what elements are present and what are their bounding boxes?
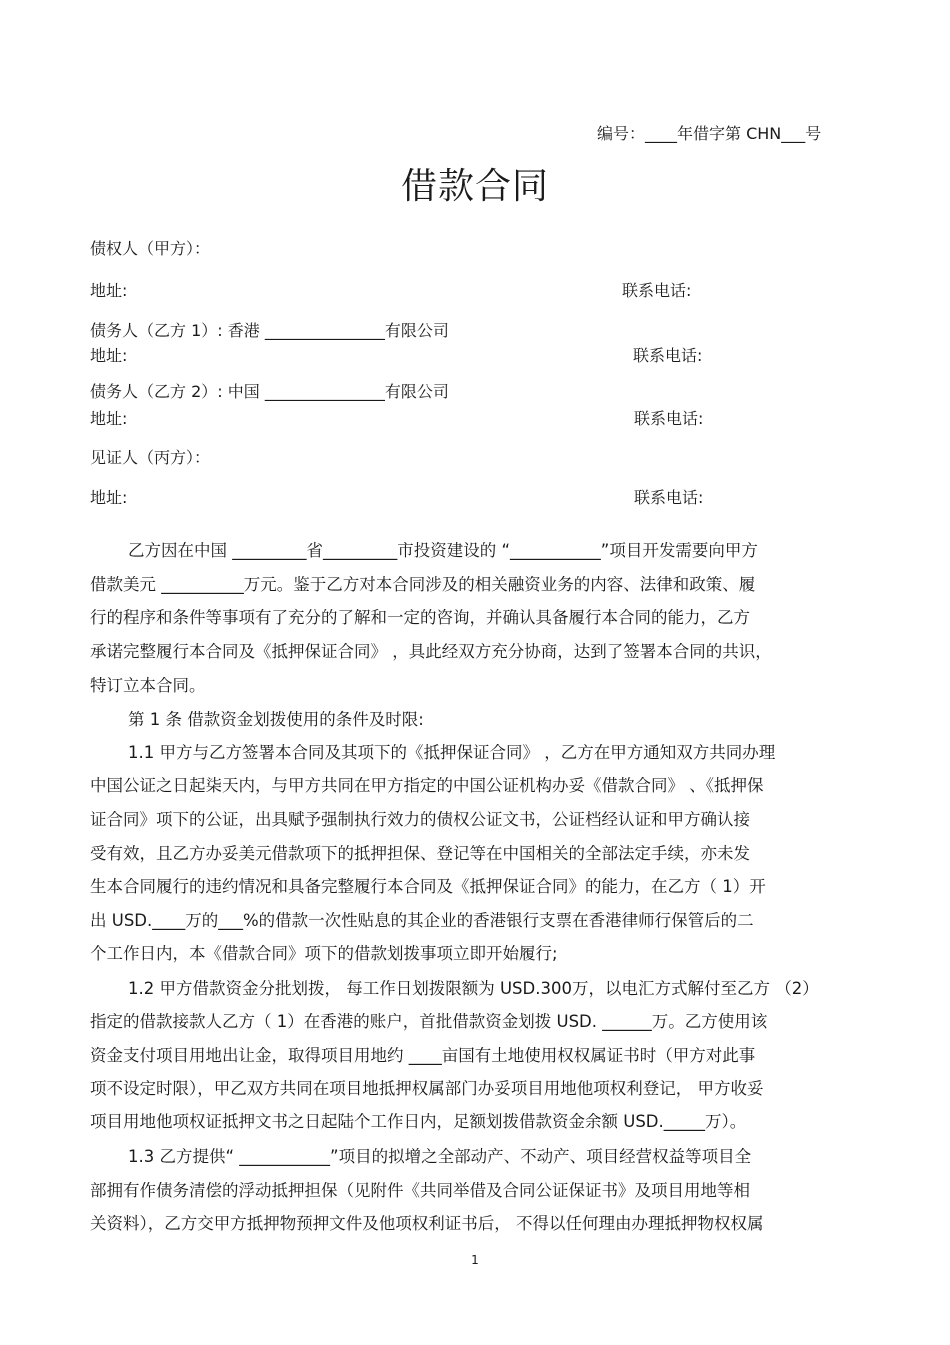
debtor1-label: 债务人（乙方 1）: 香港 _______________有限公司 xyxy=(90,321,449,340)
preamble-line: 借款美元 __________万元。鉴于乙方对本合同涉及的相关融资业务的内容、法律和政策、履 xyxy=(90,575,756,594)
debtor2-address: 地址: xyxy=(90,409,128,428)
debtor2-phone: 联系电话: xyxy=(634,409,704,428)
preamble-line: 行的程序和条件等事项有了充分的了解和一定的咨询，并确认具备履行本合同的能力，乙方 xyxy=(90,608,750,627)
clause-1-3-line: 部拥有作债务清偿的浮动抵押担保（见附件《共同举借及合同公证保证书》及项目用地等相 xyxy=(90,1181,750,1200)
clause-1-1-line: 1.1 甲方与乙方签署本合同及其项下的《抵押保证合同》 ，乙方在甲方通知双方共同办理 xyxy=(128,743,776,762)
creditor-address: 地址: xyxy=(90,281,128,300)
clause-1-3-line: 关资料），乙方交甲方抵押物预押文件及他项权利证书后， 不得以任何理由办理抵押物权权属 xyxy=(90,1214,764,1233)
page-number: 1 xyxy=(471,1253,479,1267)
clause-1-2-line: 指定的借款接款人乙方（ 1）在香港的账户，首批借款资金划拨 USD. ______万。乙方使用该 xyxy=(90,1012,768,1031)
preamble-line: 乙方因在中国 _________省_________市投资建设的 “___________”项目开发需要向甲方 xyxy=(128,541,758,560)
creditor-label: 债权人（甲方）： xyxy=(90,239,211,258)
debtor1-address: 地址: xyxy=(90,346,128,365)
clause-1-1-line: 中国公证之日起柒天内，与甲方共同在甲方指定的中国公证机构办妥《借款合同》 、《抵押保 xyxy=(90,776,764,795)
clause-1-1-line: 生本合同履行的违约情况和具备完整履行本合同及《抵押保证合同》的能力，在乙方（ 1）开 xyxy=(90,877,766,896)
preamble-line: 特订立本合同。 xyxy=(90,676,206,695)
clause-1-2-line: 项目用地他项权证抵押文书之日起陆个工作日内，足额划拨借款资金余额 USD._____万）。 xyxy=(90,1112,747,1131)
article-heading: 第 1 条 借款资金划拨使用的条件及时限: xyxy=(128,710,424,729)
clause-1-1-line: 受有效，且乙方办妥美元借款项下的抵押担保、登记等在中国相关的全部法定手续，亦未发 xyxy=(90,844,750,863)
preamble-line: 承诺完整履行本合同及《抵押保证合同》 ，具此经双方充分协商，达到了签署本合同的共识， xyxy=(90,642,772,661)
contract-number: 编号：____年借字第 CHN___号 xyxy=(597,124,822,143)
document-title: 借款合同 xyxy=(400,166,549,207)
debtor1-phone: 联系电话: xyxy=(633,346,703,365)
debtor2-label: 债务人（乙方 2）: 中国 _______________有限公司 xyxy=(90,382,449,401)
clause-1-1-line: 个工作日内，本《借款合同》项下的借款划拨事项立即开始履行; xyxy=(90,944,558,963)
clause-1-1-line: 证合同》项下的公证，出具赋予强制执行效力的债权公证文书，公证档经认证和甲方确认接 xyxy=(90,810,750,829)
clause-1-2-line: 资金支付项目用地出让金，取得项目用地约 ____亩国有土地使用权权属证书时（甲方对此事 xyxy=(90,1046,756,1065)
clause-1-2-line: 项不设定时限），甲乙双方共同在项目地抵押权属部门办妥项目用地他项权利登记， 甲方收妥 xyxy=(90,1079,764,1098)
witness-address: 地址: xyxy=(90,488,128,507)
witness-label: 见证人（丙方）： xyxy=(90,448,211,467)
clause-1-2-line: 1.2 甲方借款资金分批划拨， 每工作日划拨限额为 USD.300万，以电汇方式解付至乙方 （2） xyxy=(128,979,819,998)
clause-1-3-line: 1.3 乙方提供“ ___________”项目的拟增之全部动产、不动产、项目经营权益等项目全 xyxy=(128,1147,752,1166)
creditor-phone: 联系电话: xyxy=(622,281,692,300)
clause-1-1-line: 出 USD.____万的___%的借款一次性贴息的其企业的香港银行支票在香港律师行保管后的二 xyxy=(90,911,754,930)
witness-phone: 联系电话: xyxy=(634,488,704,507)
